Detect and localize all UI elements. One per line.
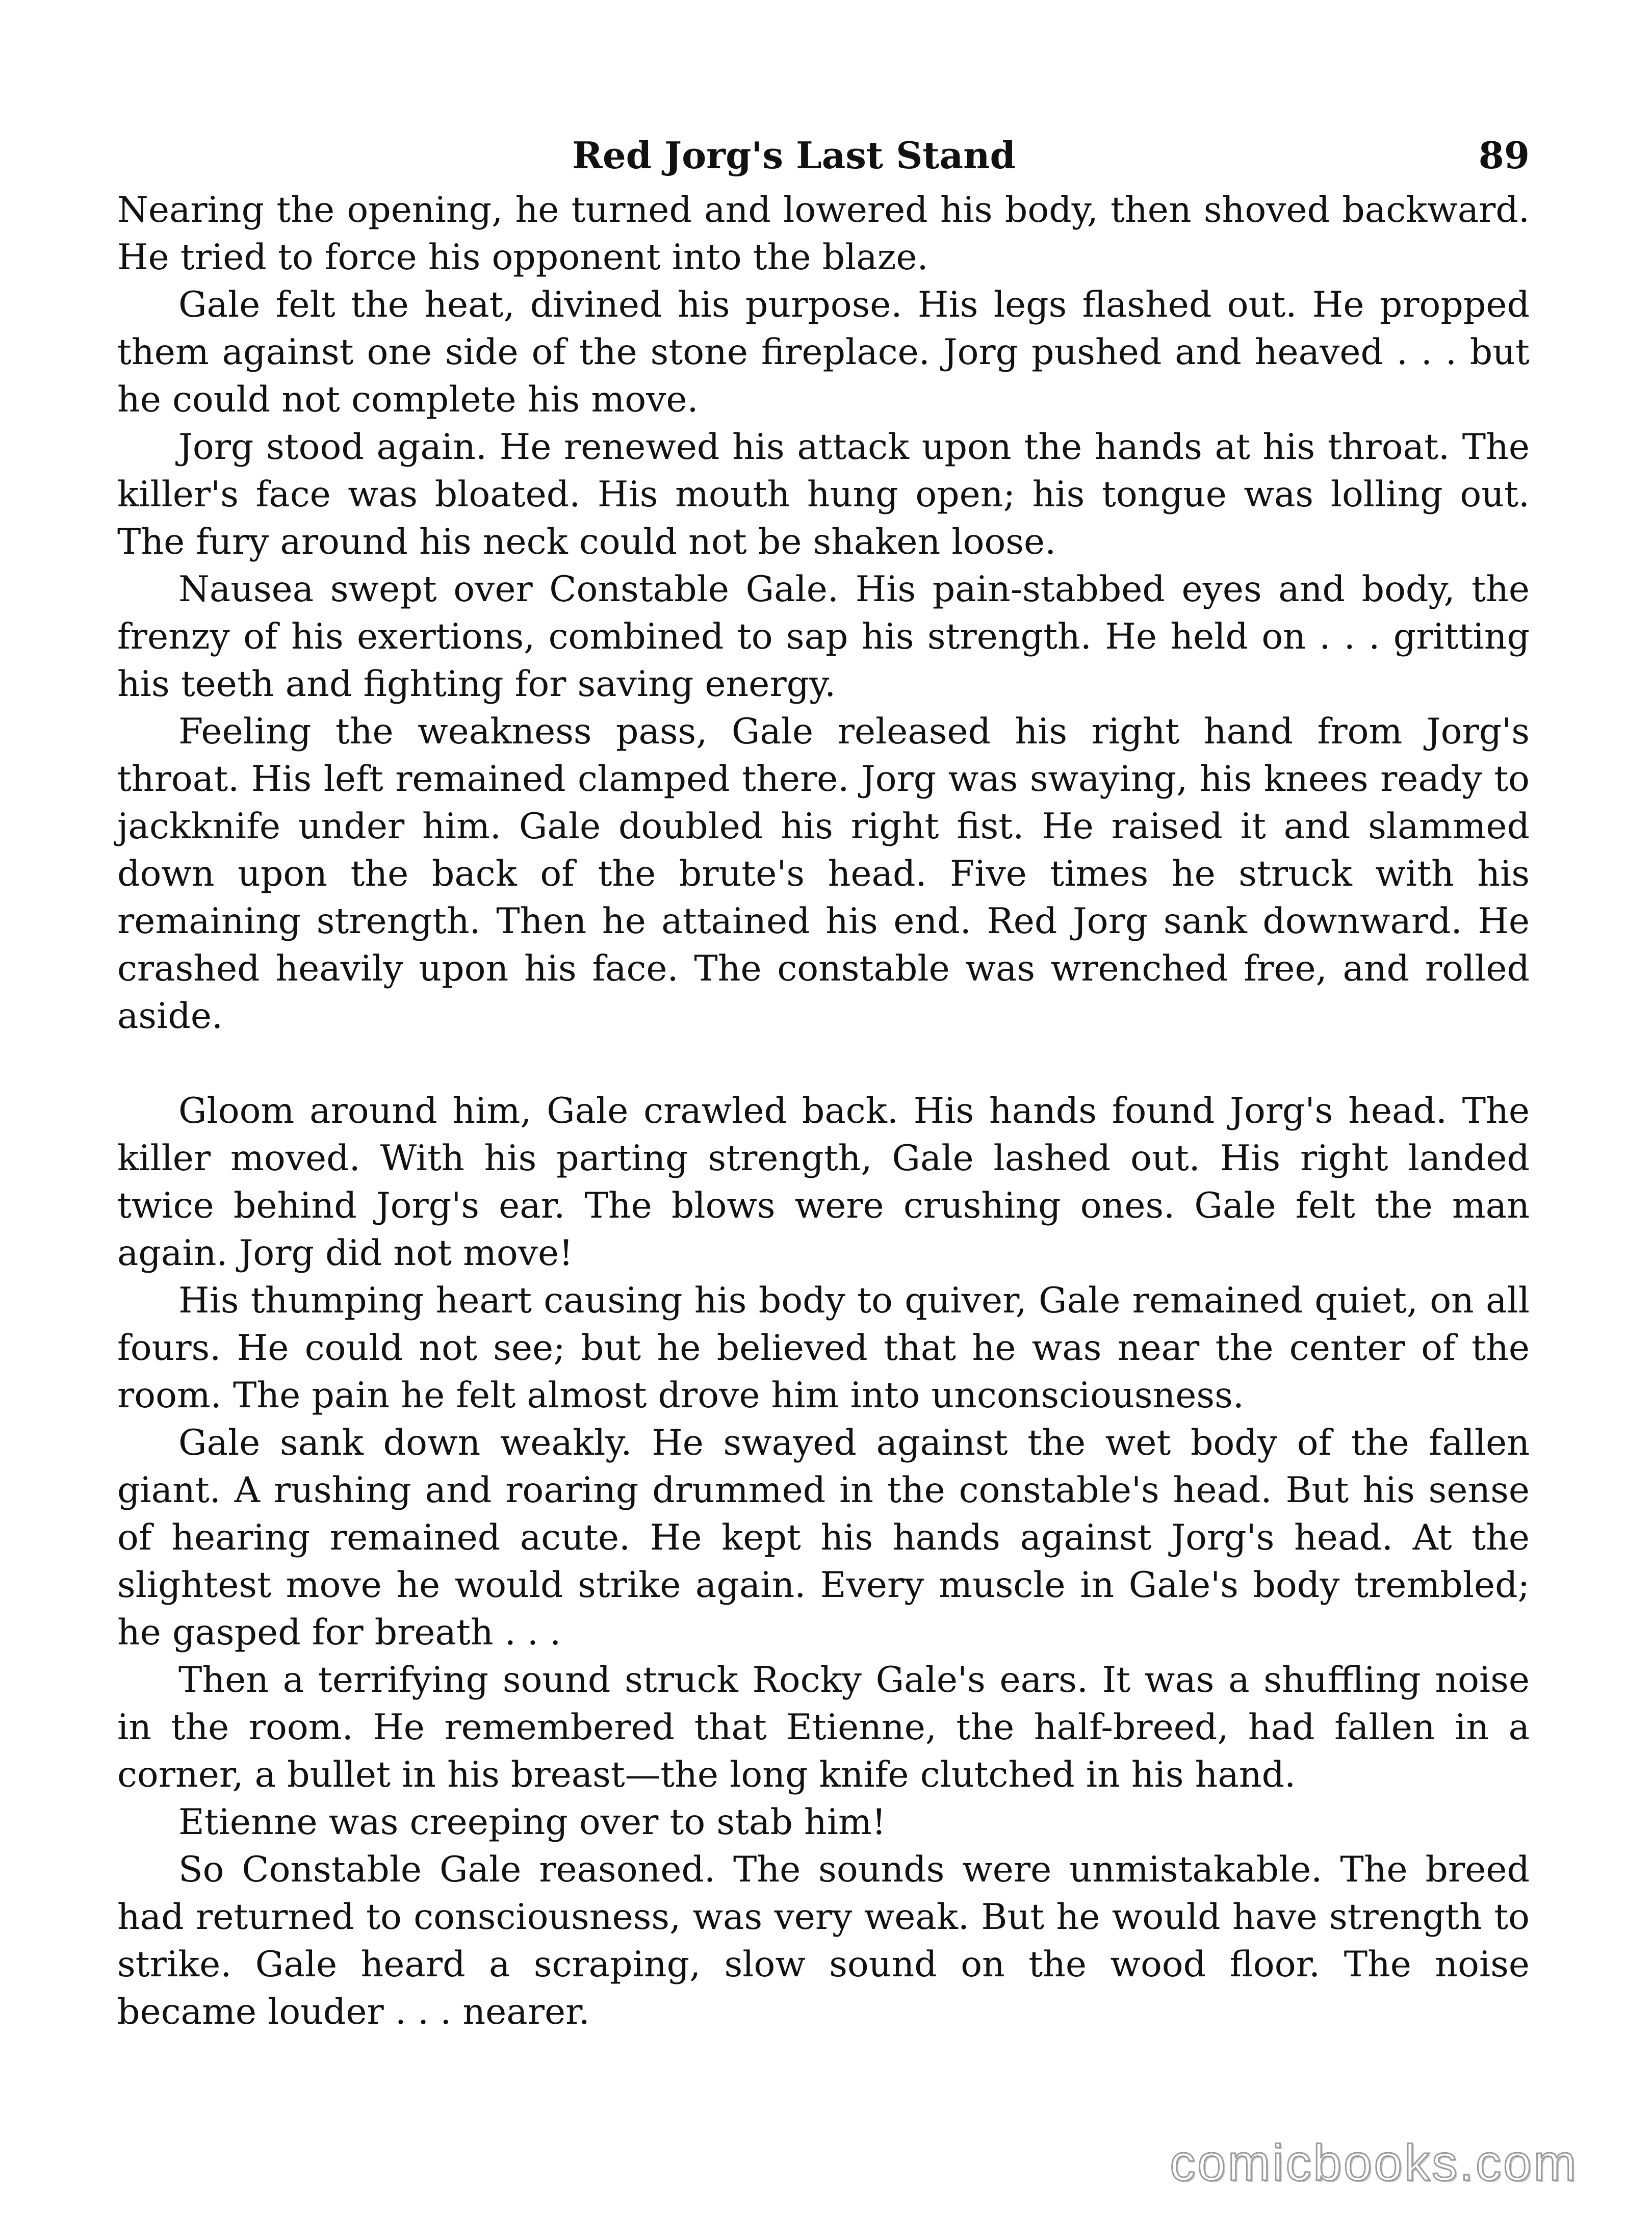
paragraph: Then a terrifying sound struck Rocky Gale's ears. It was a shuffling noise in the room. He remembered that Etienne, the half-breed, had fallen in a corner, a bullet in his breast—the long knife clutched in his hand. bbox=[117, 1659, 1530, 1795]
paragraph: Jorg stood again. He renewed his attack upon the hands at his throat. The killer's face was bloated. His mouth hung open; his tongue was lolling out. The fury around his neck could not be shaken loose. bbox=[117, 426, 1530, 562]
paragraph: Feeling the weakness pass, Gale released his right hand from Jorg's throat. His left remained clamped there. Jorg was swaying, his knees ready to jackknife under him. Gale doubled his right fist. He raised it and slammed down upon the back of the brute's head. Five times he struck with his remaining strength. Then he attained his end. Red Jorg sank downward. He crashed heavily upon his face. The constable was wrenched free, and rolled aside. bbox=[117, 711, 1530, 1037]
paragraph: So Constable Gale reasoned. The sounds were unmistakable. The breed had returned to consciousness, was very weak. But he would have strength to strike. Gale heard a scraping, slow sound on the wood floor. The noise became louder . . . nearer. bbox=[117, 1849, 1530, 2032]
paragraph: Nausea swept over Constable Gale. His pain-stabbed eyes and body, the frenzy of his exertions, combined to sap his strength. He held on . . . gritting his teeth and fighting for saving energy. bbox=[117, 569, 1530, 705]
paragraph: His thumping heart causing his body to quiver, Gale remained quiet, on all fours. He could not see; but he believed that he was near the center of the room. The pain he felt almost drove him into unconsciousness. bbox=[117, 1280, 1530, 1416]
watermark-logo: comicbooks.com bbox=[1170, 2134, 1578, 2191]
paragraph: Etienne was creeping over to stab him! bbox=[178, 1801, 886, 1843]
paragraph: Nearing the opening, he turned and lowered his body, then shoved backward. He tried to force his opponent into the blaze. bbox=[117, 189, 1530, 278]
running-header bbox=[117, 125, 1530, 186]
chapter-title: Red Jorg's Last Stand bbox=[572, 134, 1016, 177]
page-number: 89 bbox=[1478, 134, 1530, 177]
paragraph: Gale sank down weakly. He swayed against the wet body of the fallen giant. A rushing and roaring drummed in the constable's head. But his sense of hearing remained acute. He kept his hands against Jorg's head. At the slightest move he would strike again. Every muscle in Gale's body trembled; he gasped for breath . . . bbox=[117, 1422, 1530, 1653]
book-page bbox=[117, 125, 1530, 2035]
paragraph: Gloom around him, Gale crawled back. His hands found Jorg's head. The killer moved. With his parting strength, Gale lashed out. His right landed twice behind Jorg's ear. The blows were crushing ones. Gale felt the man again. Jorg did not move! bbox=[117, 1090, 1530, 1274]
body-text bbox=[117, 186, 1530, 2035]
paragraph: Gale felt the heat, divined his purpose. His legs flashed out. He propped them against one side of the stone fireplace. Jorg pushed and heaved . . . but he could not complete his move. bbox=[117, 284, 1530, 420]
